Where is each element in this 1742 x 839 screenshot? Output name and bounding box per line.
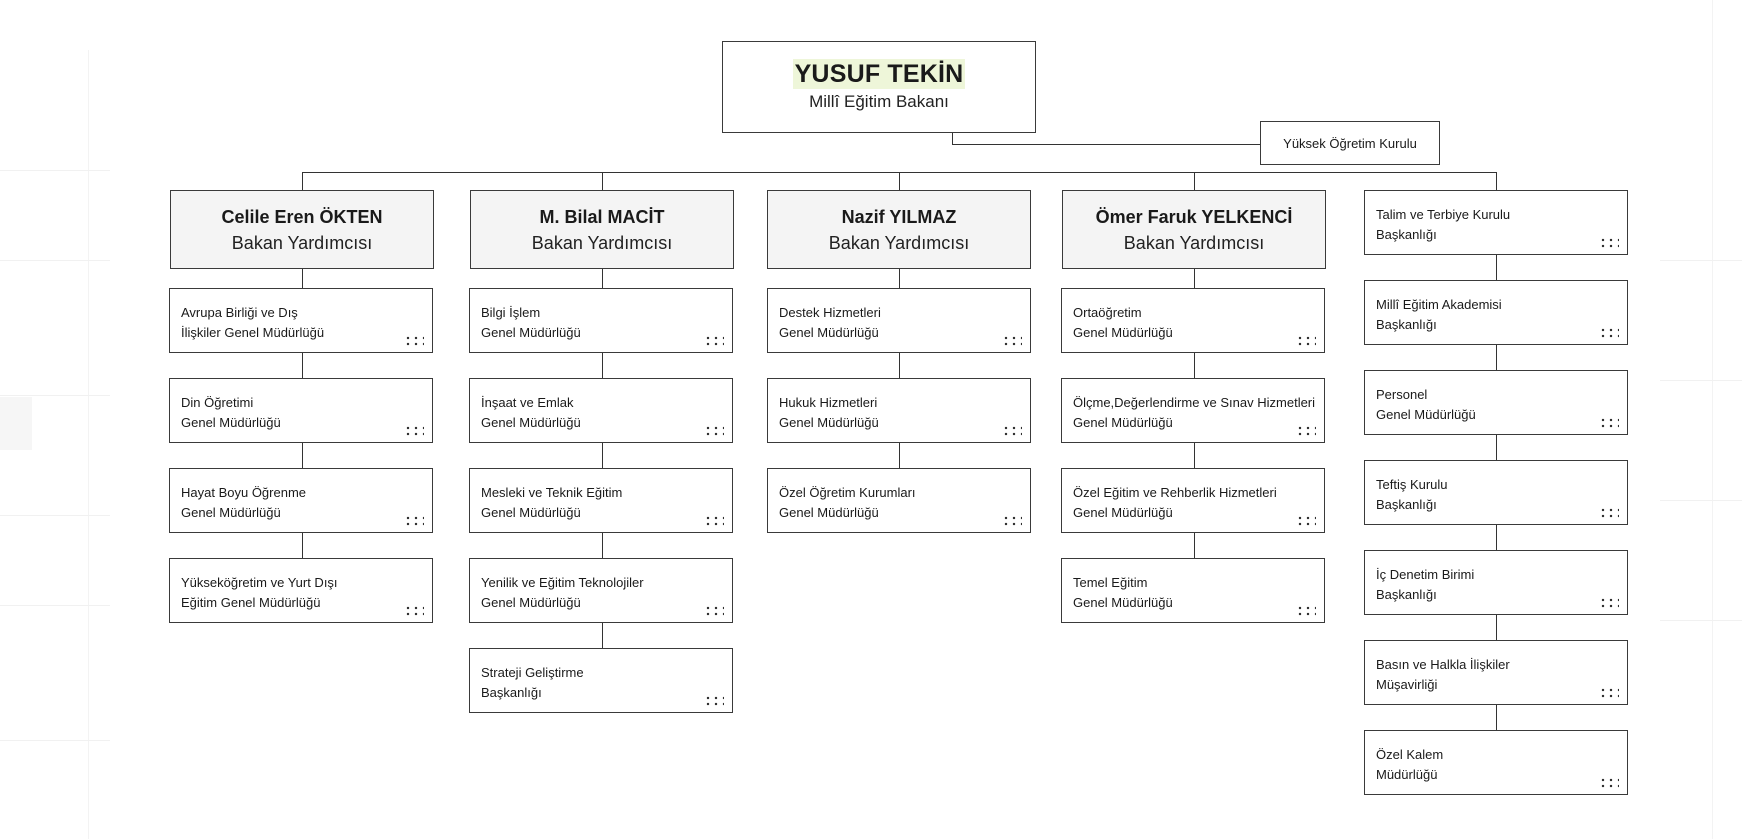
unit-box[interactable] xyxy=(469,558,733,623)
more-options-icon[interactable] xyxy=(1599,777,1619,789)
unit-name-line1: Mesleki ve Teknik Eğitim xyxy=(481,485,623,500)
connector xyxy=(1496,525,1497,550)
unit-name-line1: Özel Eğitim ve Rehberlik Hizmetleri xyxy=(1073,485,1277,500)
unit-box[interactable] xyxy=(1061,378,1325,443)
unit-box[interactable] xyxy=(1364,640,1628,705)
yok-label: Yüksek Öğretim Kurulu xyxy=(1283,135,1417,151)
unit-box[interactable] xyxy=(1061,468,1325,533)
unit-name-line2: Genel Müdürlüğü xyxy=(481,595,581,610)
unit-box[interactable] xyxy=(767,468,1031,533)
unit-name-line2: Müşavirliği xyxy=(1376,677,1438,692)
unit-name-line2: Genel Müdürlüğü xyxy=(481,415,581,430)
connector xyxy=(952,144,1260,145)
connector xyxy=(1194,443,1195,468)
unit-box[interactable] xyxy=(1061,558,1325,623)
unit-name-line1: Destek Hizmetleri xyxy=(779,305,881,320)
connector xyxy=(302,353,303,378)
unit-name-line1: Yükseköğretim ve Yurt Dışı xyxy=(181,575,338,590)
unit-box[interactable] xyxy=(469,468,733,533)
deputy-box[interactable] xyxy=(170,190,434,269)
unit-box[interactable] xyxy=(469,648,733,713)
more-options-icon[interactable] xyxy=(704,605,724,617)
unit-box[interactable] xyxy=(1364,190,1628,255)
connector xyxy=(602,353,603,378)
more-options-icon[interactable] xyxy=(704,425,724,437)
unit-name-line2: Genel Müdürlüğü xyxy=(481,505,581,520)
unit-name-line2: Genel Müdürlüğü xyxy=(1073,505,1173,520)
more-options-icon[interactable] xyxy=(404,425,424,437)
connector xyxy=(302,172,303,190)
unit-name-line1: Özel Kalem xyxy=(1376,747,1444,762)
more-options-icon[interactable] xyxy=(704,335,724,347)
unit-box[interactable] xyxy=(1364,370,1628,435)
minister-box[interactable] xyxy=(722,41,1036,133)
unit-box[interactable] xyxy=(469,378,733,443)
unit-name-line2: Başkanlığı xyxy=(1376,317,1437,332)
unit-box[interactable] xyxy=(1364,280,1628,345)
connector xyxy=(1496,705,1497,730)
unit-name-line1: Strateji Geliştirme xyxy=(481,665,584,680)
more-options-icon[interactable] xyxy=(1296,605,1316,617)
unit-name-line2: Genel Müdürlüğü xyxy=(1073,415,1173,430)
unit-name-line2: Genel Müdürlüğü xyxy=(779,325,879,340)
more-options-icon[interactable] xyxy=(1002,425,1022,437)
unit-box[interactable] xyxy=(169,378,433,443)
connector xyxy=(302,269,303,288)
unit-name-line2: Genel Müdürlüğü xyxy=(779,415,879,430)
deputy-title: Bakan Yardımcısı xyxy=(828,233,970,253)
connector xyxy=(1496,435,1497,460)
connector xyxy=(302,533,303,558)
connector xyxy=(899,269,900,288)
unit-name-line1: Avrupa Birliği ve Dış xyxy=(181,305,298,320)
deputy-name: Celile Eren ÖKTEN xyxy=(221,207,383,227)
deputy-title: Bakan Yardımcısı xyxy=(231,233,373,253)
more-options-icon[interactable] xyxy=(1599,237,1619,249)
unit-box[interactable] xyxy=(767,288,1031,353)
yok-box[interactable] xyxy=(1260,121,1440,165)
connector xyxy=(1194,353,1195,378)
unit-name-line2: Başkanlığı xyxy=(1376,587,1437,602)
connector xyxy=(899,172,900,190)
unit-name-line1: Personel xyxy=(1376,387,1428,402)
connector xyxy=(1194,533,1195,558)
unit-name-line1: Özel Öğretim Kurumları xyxy=(779,485,916,500)
connector xyxy=(1496,345,1497,370)
connector xyxy=(1194,269,1195,288)
more-options-icon[interactable] xyxy=(1599,417,1619,429)
more-options-icon[interactable] xyxy=(404,335,424,347)
unit-name-line1: Millî Eğitim Akademisi xyxy=(1376,297,1502,312)
deputy-box[interactable] xyxy=(767,190,1031,269)
connector xyxy=(302,443,303,468)
connector xyxy=(602,269,603,288)
unit-name-line1: Ölçme,Değerlendirme ve Sınav Hizmetleri xyxy=(1073,395,1316,410)
unit-box[interactable] xyxy=(1364,460,1628,525)
unit-name-line1: Talim ve Terbiye Kurulu xyxy=(1376,207,1511,222)
unit-box[interactable] xyxy=(169,468,433,533)
more-options-icon[interactable] xyxy=(1002,515,1022,527)
more-options-icon[interactable] xyxy=(1599,327,1619,339)
more-options-icon[interactable] xyxy=(1296,515,1316,527)
more-options-icon[interactable] xyxy=(1296,425,1316,437)
connector xyxy=(1194,172,1195,190)
deputy-box[interactable] xyxy=(470,190,734,269)
connector xyxy=(602,172,603,190)
unit-box[interactable] xyxy=(767,378,1031,443)
unit-name-line2: Başkanlığı xyxy=(1376,497,1437,512)
unit-name-line1: Din Öğretimi xyxy=(181,395,254,410)
unit-name-line2: Başkanlığı xyxy=(481,685,542,700)
unit-name-line2: Genel Müdürlüğü xyxy=(481,325,581,340)
connector xyxy=(602,533,603,558)
unit-name-line1: Yenilik ve Eğitim Teknolojiler xyxy=(481,575,644,590)
connector xyxy=(1496,172,1497,190)
unit-name-line2: Eğitim Genel Müdürlüğü xyxy=(181,595,321,610)
unit-box[interactable] xyxy=(169,288,433,353)
unit-name-line1: Basın ve Halkla İlişkiler xyxy=(1376,657,1510,672)
deputy-box[interactable] xyxy=(1062,190,1326,269)
unit-box[interactable] xyxy=(169,558,433,623)
unit-name-line1: Bilgi İşlem xyxy=(481,305,541,320)
deputy-title: Bakan Yardımcısı xyxy=(531,233,673,253)
unit-name-line2: Müdürlüğü xyxy=(1376,767,1438,782)
unit-name-line2: Genel Müdürlüğü xyxy=(1376,407,1476,422)
unit-name-line2: Genel Müdürlüğü xyxy=(1073,595,1173,610)
unit-name-line1: Hayat Boyu Öğrenme xyxy=(181,485,307,500)
more-options-icon[interactable] xyxy=(404,515,424,527)
more-options-icon[interactable] xyxy=(1599,597,1619,609)
unit-name-line1: İnşaat ve Emlak xyxy=(481,395,574,410)
unit-name-line2: Genel Müdürlüğü xyxy=(181,505,281,520)
unit-name-line1: İç Denetim Birimi xyxy=(1376,567,1475,582)
connector xyxy=(1496,615,1497,640)
unit-name-line1: Hukuk Hizmetleri xyxy=(779,395,878,410)
unit-name-line1: Temel Eğitim xyxy=(1073,575,1148,590)
unit-box[interactable] xyxy=(1364,730,1628,795)
minister-name: YUSUF TEKİN xyxy=(794,60,964,88)
unit-name-line1: Ortaöğretim xyxy=(1073,305,1142,320)
unit-box[interactable] xyxy=(1364,550,1628,615)
more-options-icon[interactable] xyxy=(1599,507,1619,519)
unit-name-line2: Genel Müdürlüğü xyxy=(181,415,281,430)
deputy-name: M. Bilal MACİT xyxy=(539,207,665,227)
connector xyxy=(899,353,900,378)
unit-box[interactable] xyxy=(1061,288,1325,353)
more-options-icon[interactable] xyxy=(704,695,724,707)
unit-name-line1: Teftiş Kurulu xyxy=(1376,477,1448,492)
connector xyxy=(899,443,900,468)
unit-name-line2: İlişkiler Genel Müdürlüğü xyxy=(181,325,325,340)
more-options-icon[interactable] xyxy=(704,515,724,527)
connector xyxy=(602,443,603,468)
unit-box[interactable] xyxy=(469,288,733,353)
unit-name-line2: Genel Müdürlüğü xyxy=(779,505,879,520)
deputy-name: Nazif YILMAZ xyxy=(841,207,957,227)
deputy-title: Bakan Yardımcısı xyxy=(1123,233,1265,253)
connector xyxy=(1496,255,1497,280)
minister-title: Millî Eğitim Bakanı xyxy=(809,92,949,111)
unit-name-line2: Başkanlığı xyxy=(1376,227,1437,242)
more-options-icon[interactable] xyxy=(404,605,424,617)
more-options-icon[interactable] xyxy=(1296,335,1316,347)
deputy-name: Ömer Faruk YELKENCİ xyxy=(1095,207,1293,227)
more-options-icon[interactable] xyxy=(1599,687,1619,699)
more-options-icon[interactable] xyxy=(1002,335,1022,347)
unit-name-line2: Genel Müdürlüğü xyxy=(1073,325,1173,340)
connector xyxy=(602,623,603,648)
